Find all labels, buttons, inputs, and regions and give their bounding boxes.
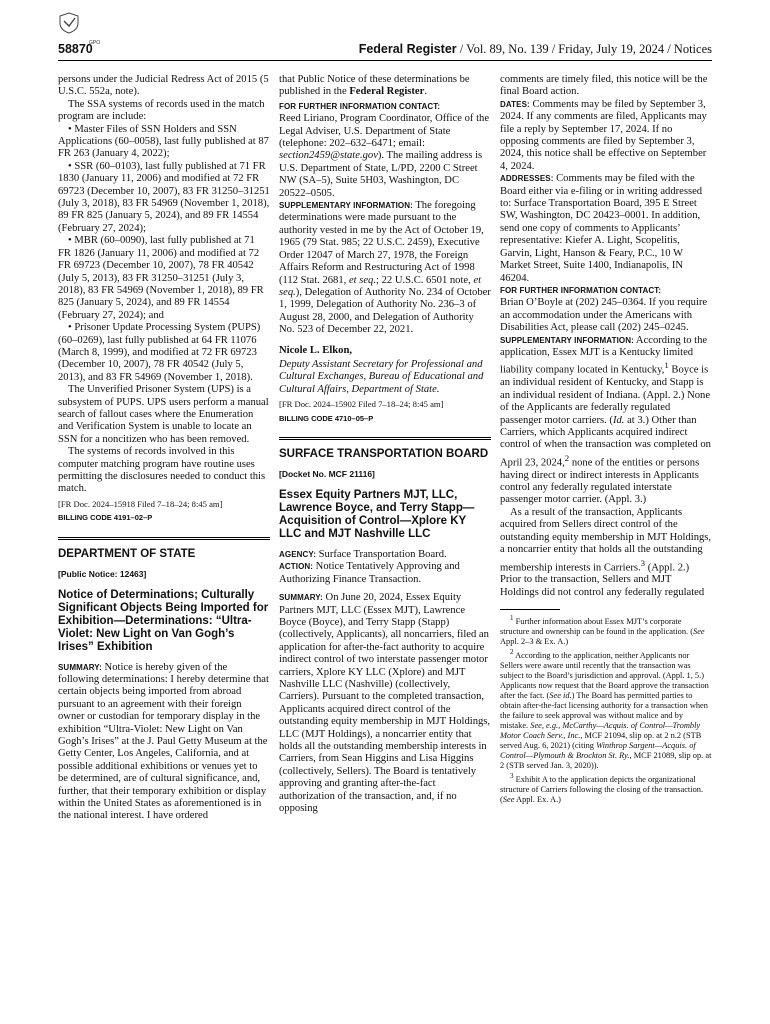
summary-label: SUMMARY: xyxy=(279,593,323,603)
agency-heading: SURFACE TRANSPORTATION BOARD xyxy=(279,448,489,461)
billing-code: BILLING CODE 4191–02–P xyxy=(58,513,153,523)
supplementary-label: SUPPLEMENTARY INFORMATION: xyxy=(500,335,634,345)
addresses-paragraph: ADDRESSES: Comments may be filed with the Board either via e-filing or in writing addressed to: Surface Transportation Board, 395 E Street SW, Washington, DC 20423–0001. In addition, send one copy of comments to Applicants’ representative: Kiefer A. Light, Scopelitis, Garvin, Light, Hanson & Feary, P.C., 10 W Market Street, Suite 1400, Indianapolis, IN 46204. xyxy=(500,173,703,284)
footnote: $^2$ According to the application, neither Applicants nor Sellers were aware until recently that the transaction was subject to the Board’s jurisdiction and approval. (Appl. 1, 5.) Applicants now request that the Board approve the transaction after the fact. (See id.) The Board has permitted parties to obtain after-the-fact licensing authority for a transaction when the failure to seek approval was without malice and by mistake. See, e.g., McCarthy—Acquis. of Control—Trombly Motor Coach Serv., Inc., MCF 21094, slip op. at 2 n.2 (STB served Aug. 6, 2021) (citing Winthrop Sargent—Acquis. of Control—Plymouth & Brockton St. Ry., MCF 21089, slip op. at 2 (STB served Jan. 3, 2020)). xyxy=(500,648,712,770)
paragraph: The SSA systems of records used in the match program are include: xyxy=(58,98,265,123)
contact-label: FOR FURTHER INFORMATION CONTACT: xyxy=(279,101,441,111)
paragraph: As a result of the transaction, Applicants acquired from Sellers direct control of the outstanding equity membership in MJT Holdings, a noncarrier entity that holds all the outstanding membership interests in Carriers.$^3$ (Appl. 2.) Prior to the transaction, Sellers and MJT Holdings did not control any federally regulated xyxy=(500,506,712,598)
bullet-item: • Master Files of SSN Holders and SSN Applications (60–0058), last fully published at 87 FR 263 (January 4, 2022); xyxy=(58,123,269,160)
supplementary-label: SUPPLEMENTARY INFORMATION: xyxy=(279,201,413,211)
fr-doc-line: [FR Doc. 2024–15902 Filed 7–18–24; 8:45 am] xyxy=(279,399,444,410)
gpo-mark: GPO xyxy=(89,40,101,46)
action-line: ACTION: Notice Tentatively Approving and Authorizing Finance Transaction. xyxy=(279,561,460,585)
notice-number: [Public Notice: 12463] xyxy=(58,569,147,580)
publication-name: Federal Register xyxy=(358,42,457,56)
issue-info: / Vol. 89, No. 139 / Friday, July 19, 2024 / Notices xyxy=(456,42,712,56)
summary-paragraph: SUMMARY: Notice is hereby given of the following determinations: I hereby determine that certain objects being imported from abroad pursuant to an agreement with their foreign owner or custodian for temporary display in the exhibition “Ultra-Violet: New Light on Van Gogh’s Irises” at the J. Paul Getty Museum at the Getty Center, Los Angeles, California, and at possible additional exhibitions or venues yet to be determined, are of cultural significance, and, further, that their temporary exhibition or display within the United States as aforementioned is in the national interest. I have ordered xyxy=(58,661,269,822)
paragraph: persons under the Judicial Redress Act of 2015 (5 U.S.C. 552a, note). xyxy=(58,74,269,98)
footnote: $^1$ Further information about Essex MJT’s corporate structure and ownership can be found in the application. (See Appl. 2–3 & Ex. A.) xyxy=(500,614,705,647)
footnote-rule xyxy=(500,609,560,610)
paragraph: that Public Notice of these determinations be published in the Federal Register. xyxy=(279,74,470,98)
dates-paragraph: DATES: Comments may be filed by September 3, 2024. If any comments are filed, Applicants may file a reply by September 17, 2024. If no opposing comments are filed by September 3, 2024, this notice shall be effective on September 4, 2024. xyxy=(500,98,707,172)
column-3 xyxy=(500,74,712,805)
document-title: Essex Equity Partners MJT, LLC, Lawrence Boyce, and Terry Stapp—Acquisition of Control—Xplore KY LLC and MJT Nashville LLC xyxy=(279,488,475,540)
section-separator xyxy=(58,537,270,546)
addresses-label: ADDRESSES: xyxy=(500,174,554,184)
column-2 xyxy=(279,74,491,815)
signer-title: Deputy Assistant Secretary for Professional and Cultural Exchanges, Bureau of Educational and Cultural Affairs, Department of State. xyxy=(279,358,484,395)
footnote: $^3$ Exhibit A to the application depicts the organizational structure of Carriers following the closing of the transaction. (See Appl. Ex. A.) xyxy=(500,771,704,804)
summary-paragraph: SUMMARY: On June 20, 2024, Essex Equity Partners MJT, LLC (Essex MJT), Lawrence Boyce (Boyce), and Terry Stapp (Stapp) (collectively, Applicants), all noncarriers, filed an application for after-the-fact authority to acquire indirect control of two interstate passenger motor carriers, Xplore KY LLC (Xplore) and MJT Nashville LLC (Nashville) (collectively, Carriers). Pursuant to the completed transaction, Applicants acquired direct control of the outstanding equity membership in MJT Holdings, LLC (MJT Holdings), a noncarrier entity that holds all the outstanding membership interests in Carriers, from Sean Higgins and Lisa Higgins (collectively, Sellers). The Board is tentatively approving and granting after-the-fact authorization of the transaction, and, if no opposing xyxy=(279,592,491,814)
gpo-authentication-seal-icon xyxy=(58,12,80,34)
running-header xyxy=(359,42,712,57)
supplementary-paragraph: SUPPLEMENTARY INFORMATION: According to the application, Essex MJT is a Kentucky limited liability company located in Kentucky,$^1$ Boyce is an individual resident of Kentucky, and Stapp is an individual resident of Indiana. (Appl. 2.) None of the Applicants are federally regulated passenger motor carriers. (Id. at 3.) Other than Carriers, which Applicants acquired indirect control of when the transaction was completed on April 23, 2024,$^2$ none of the entities or persons having direct or indirect interests in Applicants control any federally regulated interstate passenger motor carrier. (Appl. 3.) xyxy=(500,334,711,506)
agency-heading: DEPARTMENT OF STATE xyxy=(58,547,196,560)
header-rule xyxy=(58,60,712,61)
paragraph: The systems of records involved in this computer matching program have routine uses permitting the disclosures needed to conduct this match. xyxy=(58,446,266,495)
footnote-ref[interactable]: 3 xyxy=(640,557,646,568)
bullet-item: • MBR (60–0090), last fully published at 71 FR 1826 (January 11, 2006) and modified at 72 FR 69723 (December 10, 2007), 78 FR 40542 (July 5, 2013), 83 FR 31250–31251 (July 3, 2018), 83 FR 54969 (November 1, 2018), 89 FR 825 (January 5, 2024), and 89 FR 14554 (February 27, 2024); and xyxy=(58,235,264,321)
contact-label: FOR FURTHER INFORMATION CONTACT: xyxy=(500,285,662,295)
dates-label: DATES: xyxy=(500,99,530,109)
docket-number: [Docket No. MCF 21116] xyxy=(279,469,375,480)
footnote-ref[interactable]: 2 xyxy=(564,452,570,463)
agency-line: AGENCY: Surface Transportation Board. xyxy=(279,548,447,560)
contact-paragraph: Brian O’Boyle at (202) 245–0364. If you require an accommodation under the Americans with Disabilities Act, please call (202) 245–0245. xyxy=(500,297,708,334)
fr-doc-line: [FR Doc. 2024–15918 Filed 7–18–24; 8:45 am] xyxy=(58,498,223,509)
page-number: 58870 xyxy=(58,42,93,56)
column-1 xyxy=(58,74,270,823)
bullet-item: • SSR (60–0103), last fully published at 71 FR 1830 (January 11, 2006) and modified at 72 FR 69723 (December 10, 2007), 83 FR 31250–31251 (July 3, 2018), 83 FR 54969 (November 1, 2018), 89 FR 825 (January 5, 2024), and 89 FR 14554 (February 27, 2024); xyxy=(58,160,270,234)
signer-name: Nicole L. Elkon, xyxy=(279,344,352,356)
contact-paragraph: Reed Liriano, Program Coordinator, Office of the Legal Adviser, U.S. Department of State (telephone: 202–632–6471; email: section2459@state.gov). The mailing address is U.S. Department of State, L/PD, 2200 C Street NW (SA–5), Suite 5H03, Washington, DC 20522–0505. xyxy=(279,113,490,199)
contact-email: section2459@state.gov xyxy=(279,150,378,162)
paragraph: comments are timely filed, this notice will be the final Board action. xyxy=(500,74,708,98)
summary-label: SUMMARY: xyxy=(58,662,102,672)
document-title: Notice of Determinations; Culturally Significant Objects Being Imported for Exhibition—Determinations: “Ultra-Violet: New Light on Van Gogh’s Irises” Exhibition xyxy=(58,588,269,653)
paragraph: The Unverified Prisoner System (UPS) is a subsystem of PUPS. UPS users perform a manual search of fallout cases where the Enumeration and Verification System is unable to locate an SSN for a noncitizen who has been removed. xyxy=(58,384,269,445)
supplementary-paragraph: SUPPLEMENTARY INFORMATION: The foregoing determinations were made pursuant to the authority vested in me by the Act of October 19, 1965 (79 Stat. 985; 22 U.S.C. 2459), Executive Order 12047 of March 27, 1978, the Foreign Affairs Reform and Restructuring Act of 1998 (112 Stat. 2681, et seq.; 22 U.S.C. 6501 note, et seq.), Delegation of Authority No. 234 of October 1, 1999, Delegation of Authority No. 236–3 of August 28, 2000, and Delegation of Authority No. 523 of December 22, 2021. xyxy=(279,200,491,336)
bullet-item: • Prisoner Update Processing System (PUPS) (60–0269), last fully published at 64 FR 11076 (March 8, 1999), and modified at 72 FR 69723 (December 10, 2007), 78 FR 40542 (July 5, 2013), and 83 FR 54969 (November 1, 2018). xyxy=(58,322,261,383)
billing-code: BILLING CODE 4710–05–P xyxy=(279,413,374,423)
section-separator xyxy=(279,437,491,446)
footnote-ref[interactable]: 1 xyxy=(664,360,669,371)
